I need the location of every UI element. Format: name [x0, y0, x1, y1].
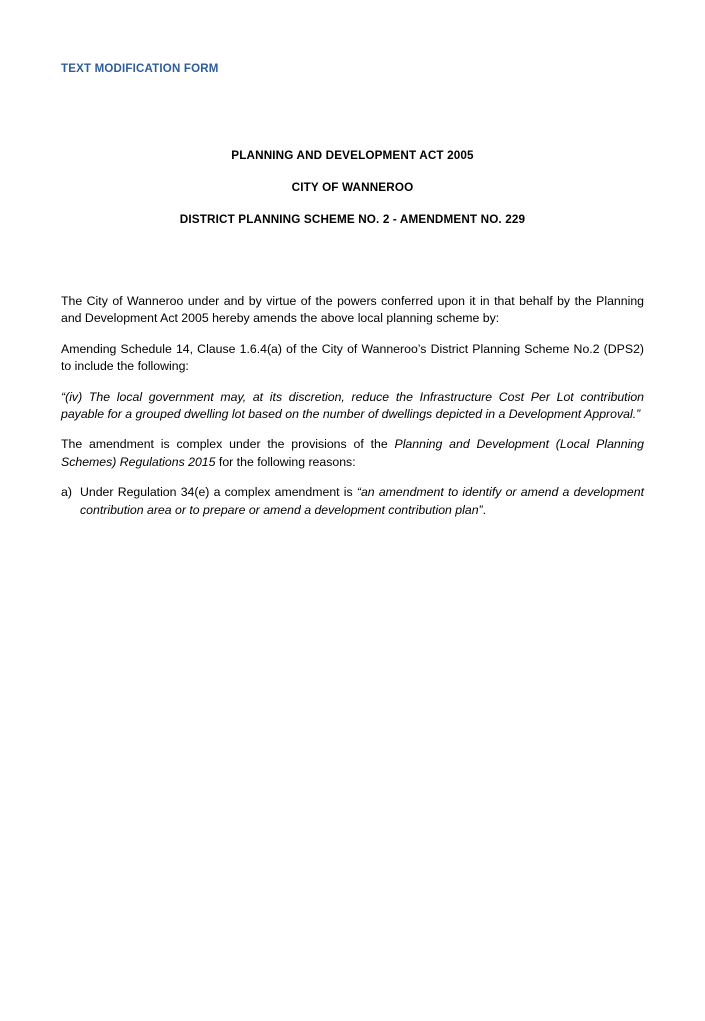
complexity-text-tail: for the following reasons: — [215, 454, 356, 469]
complexity-text-lead: The amendment is complex under the provisions of the — [61, 437, 395, 452]
form-header-title: TEXT MODIFICATION FORM — [61, 63, 219, 75]
scheme-amendment-title: DISTRICT PLANNING SCHEME NO. 2 - AMENDMENT NO. 229 — [179, 213, 526, 226]
regulations-citation: Planning and Development (Local Planning Schemes) Regulations 2015 — [61, 437, 644, 469]
paragraph-quoted-amendment: “(iv) The local government may, at its discretion, reduce the Infrastructure Cost Per Lot contribution payable for a grouped dwelling lot based on the number of dwellings depicted in a Development Approval.” — [61, 389, 644, 422]
authority-title: CITY OF WANNEROO — [291, 181, 414, 194]
regulation-quote: “an amendment to identify or amend a development contribution area or to prepare or amend a development contribution plan” — [80, 485, 644, 517]
list-item-marker: a) — [61, 485, 72, 500]
paragraph-complexity — [61, 436, 644, 471]
list-item — [61, 484, 644, 519]
title-block — [61, 148, 644, 228]
list-item-text-tail: . — [482, 502, 487, 517]
paragraph-amending-clause: Amending Schedule 14, Clause 1.6.4(a) of the City of Wanneroo’s District Planning Scheme No.2 (DPS2) to include the following: — [61, 341, 644, 374]
paragraph-preamble: The City of Wanneroo under and by virtue of the powers conferred upon it in that behalf by the Planning and Development Act 2005 hereby amends the above local planning scheme by: — [61, 294, 644, 326]
list-item-text-lead: Under Regulation 34(e) a complex amendment is — [80, 485, 357, 500]
document-body — [61, 293, 644, 519]
act-title: PLANNING AND DEVELOPMENT ACT 2005 — [231, 149, 474, 162]
list-item-text — [80, 484, 644, 519]
